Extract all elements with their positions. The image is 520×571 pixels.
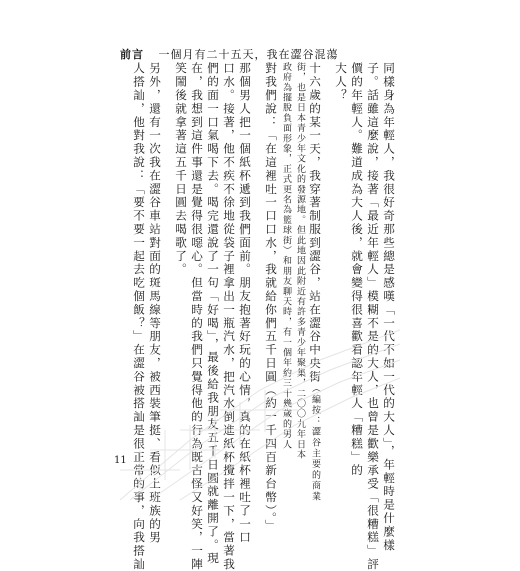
editor-note-column: 政府為擺脫負面形象，正式更名為籃球街）和朋友聊天時，有一個年約三十幾歲的男人 [281,62,291,450]
text-column: 同樣身為年輕人，我很好奇那些總是感嘆「一代不如一代的大人」，年輕時是什麼樣 [382,62,396,552]
chapter-title: 一個月有二十五天，我在澀谷混蕩 [158,48,339,61]
text-column: 人搭訕，他對我說：「要不要一起去吃個飯？」在澀谷被搭訕是很正常的事，向我搭訕 [132,62,146,571]
editor-note: （編按：澀谷主要的商業 [310,383,320,503]
page-number: 11 [114,455,127,466]
chapter-label: 前言 [120,48,144,61]
text-column: 另外，還有一次我在澀谷車站對面的斑馬線等朋友，被西裝筆挺、看似上班族的男 [148,62,162,545]
text-column: 大人？ [334,62,348,103]
text-column: 們的面一口氣喝下去。喝完還說了一句「好喝」，最後給我朋友五千日圓就離開了。現 [206,62,220,566]
text-column: 笑鬧後就拿著這五千日圓去喝歌了。 [174,62,188,277]
editor-note-column: 街，也是日本青少年文化的發源地。但此地因此附近有許多青少年聚集，二〇〇九年日本 [295,62,305,460]
text-column: 對我們說：「在這裡吐一口口水，我就給你們五千日圓（約一千四百新台幣）。」 [264,62,278,533]
decorative-line-art [120,330,400,500]
text-column: 價的年輕人。難道成為大人後，就會變得很喜歡看認年輕人「糟糕」的 [350,62,364,478]
running-head [120,46,339,62]
text-column: 口水。接著，他不疾不徐地從袋子裡拿出一瓶汽水，把汽水倒進紙杯攪拌一下，當著我 [222,62,236,571]
text-column: 子。話雖這麼說，接著「最近年輕人」模糊不是的大人，也曾是歡樂承受「很糟糕」評 [366,62,380,571]
text-column-main: 十六歲的某一天，我穿著制服到澀谷，站在澀谷中央街 [308,62,322,384]
text-column: 那個男人把一個紙杯遞到我們面前。朋友抱著好玩的心情，真的在紙杯裡吐了一口 [238,62,252,545]
text-column: 在，我想到這件事還是覺得很噁心。但當時的我們只覺得他的行為既古怪又好笑，一陣 [190,62,204,571]
